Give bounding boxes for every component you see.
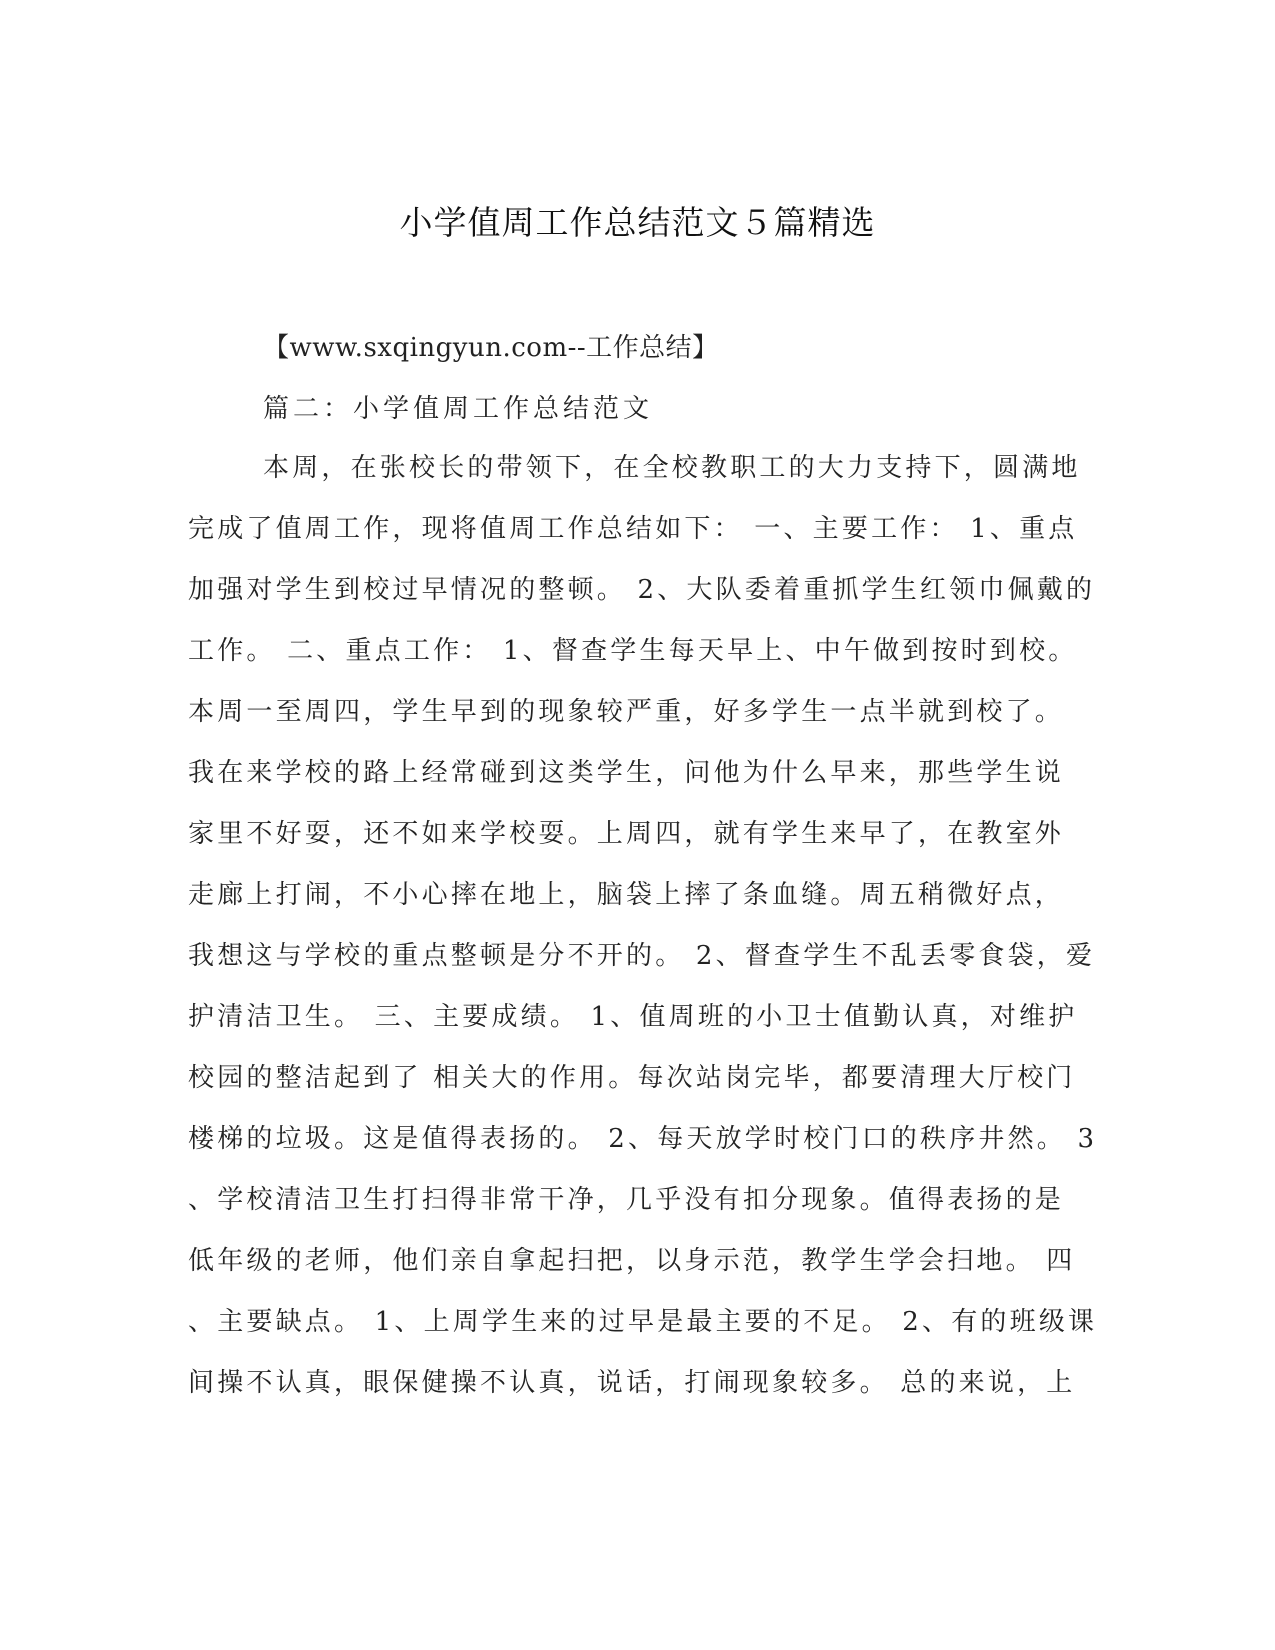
- body-line: 楼梯的垃圾。这是值得表扬的。 2、每天放学时校门口的秩序井然。 3: [188, 1124, 1098, 1154]
- document-title: 小学值周工作总结范文５篇精选: [399, 203, 876, 242]
- body-text: [188, 452, 1098, 1428]
- body-line: 校园的整洁起到了 相关大的作用。每次站岗完毕，都要清理大厅校门: [188, 1063, 1076, 1093]
- body-line: 走廊上打闹，不小心摔在地上，脑袋上摔了条血缝。周五稍微好点，: [188, 880, 1065, 910]
- body-line: 我在来学校的路上经常碰到这类学生，问他为什么早来，那些学生说: [188, 758, 1065, 788]
- body-line: 间操不认真，眼保健操不认真，说话，打闹现象较多。 总的来说，上: [188, 1368, 1076, 1398]
- body-line: 、学校清洁卫生打扫得非常干净，几乎没有扣分现象。值得表扬的是: [188, 1185, 1065, 1215]
- section-heading: 篇二：小学值周工作总结范文: [263, 394, 654, 424]
- body-line: 低年级的老师，他们亲自拿起扫把，以身示范，教学生学会扫地。 四: [188, 1246, 1076, 1276]
- body-line: 我想这与学校的重点整顿是分不开的。 2、督查学生不乱丢零食袋，爱: [188, 941, 1096, 971]
- body-line: 完成了值周工作，现将值周工作总结如下： 一、主要工作： 1、重点: [188, 514, 1078, 544]
- body-line: 本周一至周四，学生早到的现象较严重，好多学生一点半就到校了。: [188, 697, 1065, 727]
- body-line: 家里不好耍，还不如来学校耍。上周四，就有学生来早了，在教室外: [188, 819, 1065, 849]
- body-line: 加强对学生到校过早情况的整顿。 2、大队委着重抓学生红领巾佩戴的: [188, 575, 1096, 605]
- body-line: 、主要缺点。 1、上周学生来的过早是最主要的不足。 2、有的班级课: [188, 1307, 1098, 1337]
- body-line: 本周，在张校长的带领下，在全校教职工的大力支持下，圆满地: [263, 453, 1081, 483]
- body-line: 工作。 二、重点工作： 1、督查学生每天早上、中午做到按时到校。: [188, 636, 1078, 666]
- source-line: 【www.sxqingyun.com--工作总结】: [263, 333, 719, 363]
- body-line: 护清洁卫生。 三、主要成绩。 1、值周班的小卫士值勤认真，对维护: [188, 1002, 1078, 1032]
